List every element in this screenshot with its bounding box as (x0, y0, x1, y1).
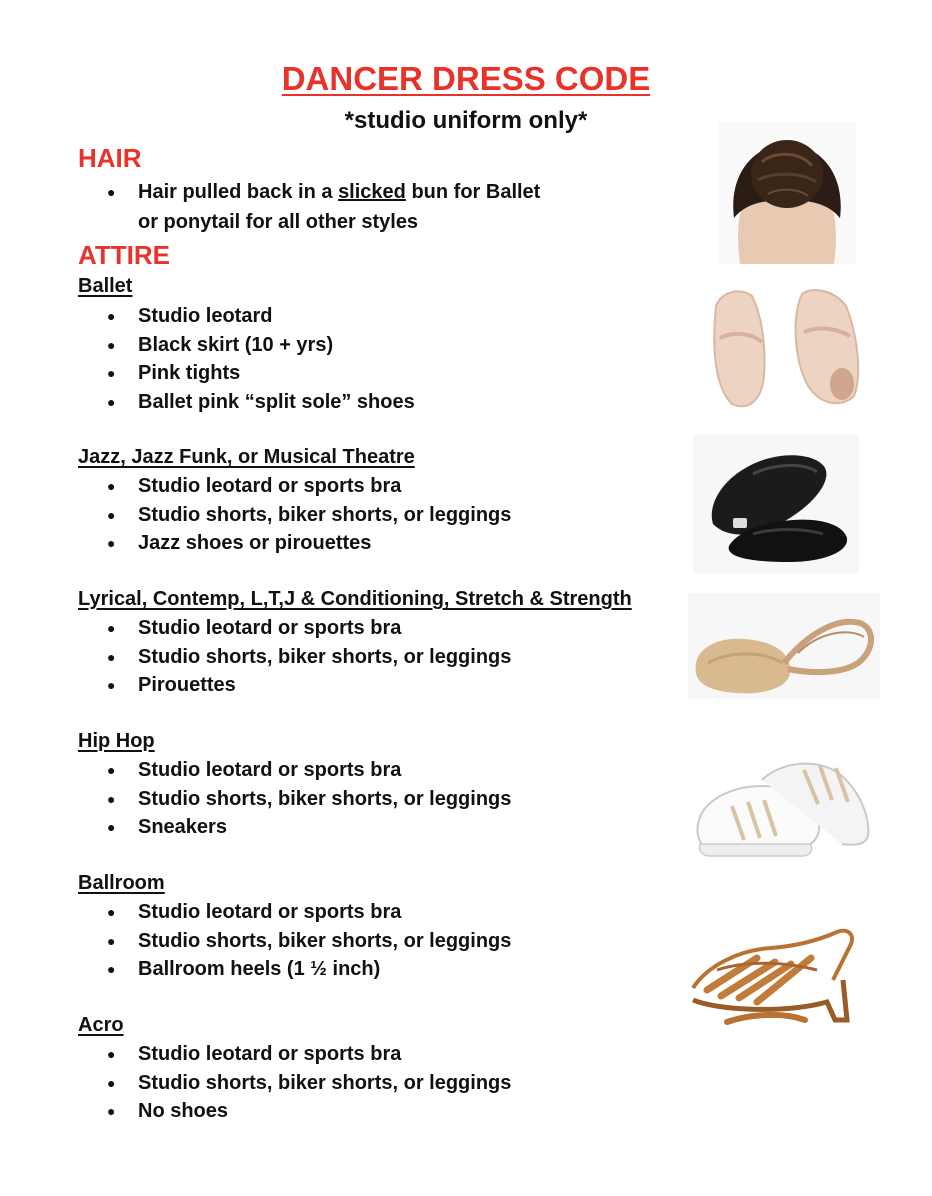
list-item: ● Studio shorts, biker shorts, or leggings (107, 785, 511, 814)
hair-list (107, 177, 540, 237)
list-item: ● Black skirt (10 + yrs) (107, 331, 415, 360)
list-item: ● Studio leotard or sports bra (107, 898, 511, 927)
page-subtitle: *studio uniform only* (344, 107, 588, 134)
list-item: ● Sneakers (107, 813, 511, 842)
attire-heading: ATTIRE (78, 240, 170, 270)
list-item: ● Jazz shoes or pirouettes (107, 529, 511, 558)
ballroom-heels-image (687, 910, 867, 1034)
list-item: ● Studio shorts, biker shorts, or leggings (107, 1069, 511, 1098)
jazz-shoes-image (693, 434, 859, 574)
section-list-jazz (107, 472, 511, 558)
section-heading-acro: Acro (78, 1014, 124, 1036)
hair-emphasis: slicked (338, 181, 406, 203)
section-heading-jazz: Jazz, Jazz Funk, or Musical Theatre (78, 446, 415, 468)
section-heading-ballet: Ballet (78, 275, 133, 297)
section-list-acro (107, 1040, 511, 1126)
list-item (107, 177, 540, 237)
list-item: ● Studio shorts, biker shorts, or leggings (107, 927, 511, 956)
list-item: ● Studio leotard (107, 302, 415, 331)
list-item: ● Pirouettes (107, 671, 511, 700)
list-item: ● Studio leotard or sports bra (107, 614, 511, 643)
list-item: ● Ballet pink “split sole” shoes (107, 388, 415, 417)
hair-heading: HAIR (78, 143, 142, 173)
section-heading-ballroom: Ballroom (78, 872, 165, 894)
hair-text-line2: or ponytail for all other styles (138, 211, 419, 233)
list-item: ● Studio shorts, biker shorts, or leggings (107, 501, 511, 530)
hair-text-after: bun for Ballet (405, 181, 541, 203)
section-list-hip-hop (107, 756, 511, 842)
section-list-ballet (107, 302, 415, 416)
section-list-lyrical (107, 614, 511, 700)
hair-bun-image (718, 122, 856, 264)
page-title: DANCER DRESS CODE (281, 60, 651, 97)
ballet-shoes-image (702, 286, 868, 412)
hair-text-before: Hair pulled back in a (138, 181, 339, 203)
list-item: ● Studio leotard or sports bra (107, 1040, 511, 1069)
section-list-ballroom (107, 898, 511, 984)
pirouette-shoe-image (688, 593, 880, 699)
list-item: ● Studio shorts, biker shorts, or leggings (107, 643, 511, 672)
list-item: ● Ballroom heels (1 ½ inch) (107, 955, 511, 984)
section-heading-hip-hop: Hip Hop (78, 730, 155, 752)
list-item: ● No shoes (107, 1097, 511, 1126)
list-item: ● Studio leotard or sports bra (107, 756, 511, 785)
sneakers-image (692, 740, 874, 882)
list-item: ● Pink tights (107, 359, 415, 388)
section-heading-lyrical: Lyrical, Contemp, L,T,J & Conditioning, Stretch & Strength (78, 588, 632, 610)
list-item: ● Studio leotard or sports bra (107, 472, 511, 501)
